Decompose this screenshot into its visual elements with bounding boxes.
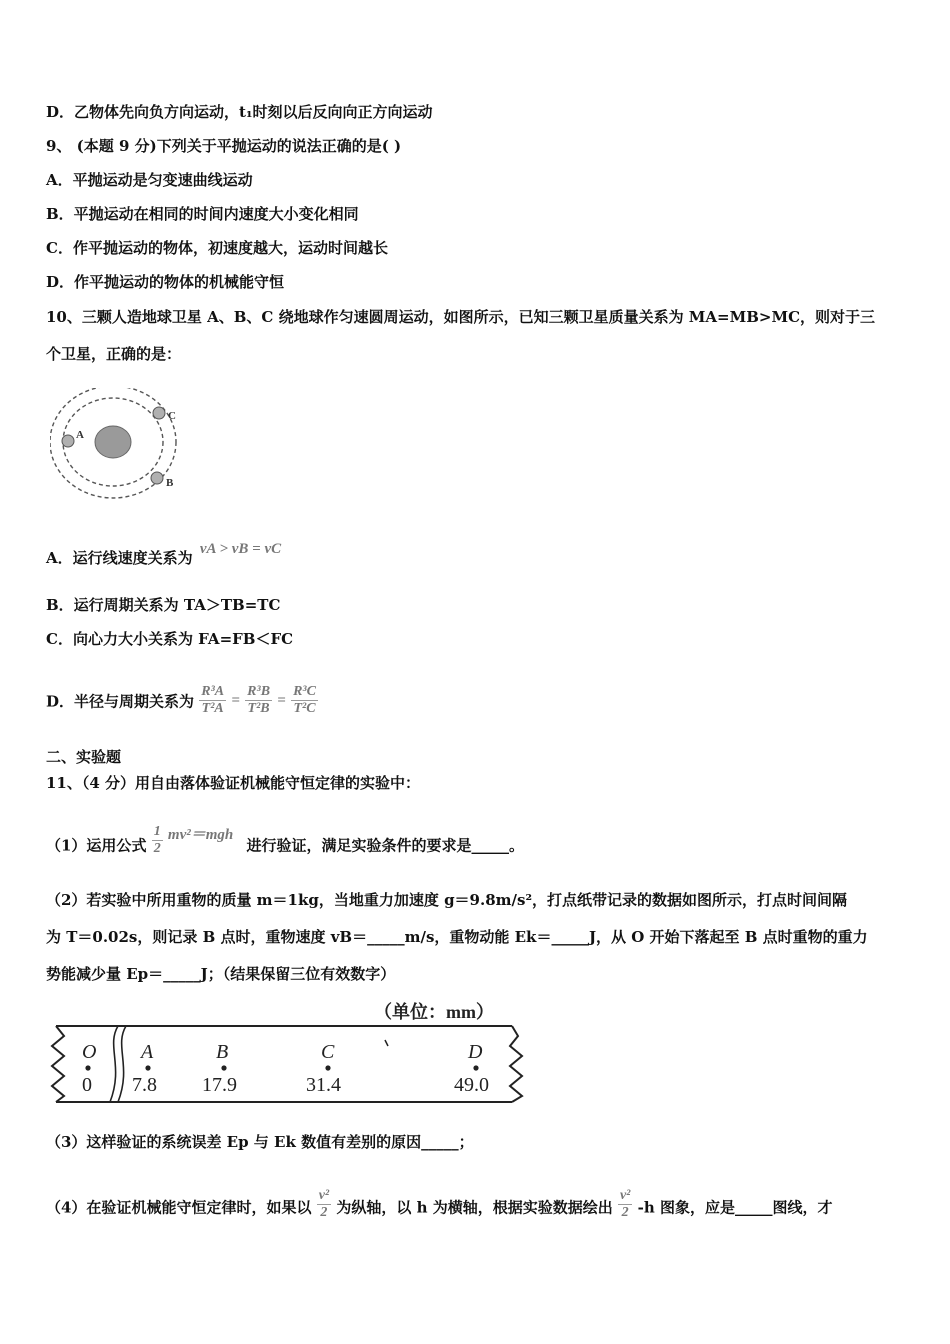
- frac2-denominator: 2: [621, 1205, 629, 1220]
- q10-option-d-text: D．半径与周期关系为: [46, 692, 195, 711]
- q10-option-a: [46, 541, 282, 569]
- point-o-value: 0: [82, 1074, 92, 1096]
- q10-stem-line2: 个卫星，正确的是：: [46, 345, 182, 363]
- q11-part4-b: 为纵轴，以 h 为横轴，根据实验数据绘出: [336, 1198, 613, 1217]
- point-a-label: A: [141, 1041, 154, 1063]
- ratio-a-numerator: R³A: [201, 684, 225, 699]
- point-b-dot: [221, 1065, 226, 1070]
- half-fraction: [152, 824, 163, 857]
- tape-unit-label: （单位：mm）: [374, 1002, 494, 1022]
- point-c-label: C: [321, 1041, 335, 1063]
- q9-option-b: B．平抛运动在相同的时间内速度大小变化相同: [46, 205, 359, 223]
- q11-part4-c: -h 图象，应是_____图线，才: [637, 1198, 833, 1217]
- ratio-c-denominator: T²C: [293, 701, 316, 716]
- point-c-dot: [325, 1065, 330, 1070]
- point-d-dot: [473, 1065, 478, 1070]
- frac2-numerator: v²: [619, 1188, 631, 1203]
- satellite-a: [62, 435, 74, 447]
- q10-option-a-text: A．运行线速度关系为: [46, 549, 193, 567]
- ratio-b-numerator: R³B: [247, 684, 271, 699]
- energy-formula: mv²＝mgh: [167, 826, 234, 843]
- satellite-a-label: A: [76, 429, 84, 441]
- point-a-value: 7.8: [132, 1074, 157, 1096]
- satellite-b-label: B: [166, 477, 174, 489]
- section-title: 二、实验题: [46, 748, 122, 766]
- earth: [95, 426, 131, 458]
- q11-part2-line2: 为 T＝0.02s，则记录 B 点时，重物速度 vB＝_____m/s，重物动能 Ek＝_____J，从 O 开始下落起至 B 点时重物的重力: [46, 928, 868, 946]
- q8-option-d: D．乙物体先向负方向运动，t₁时刻以后反向向正方向运动: [46, 103, 433, 121]
- ratio-b-denominator: T²B: [247, 701, 270, 716]
- tape-point-o: [82, 1041, 96, 1096]
- point-b-label: B: [216, 1041, 229, 1063]
- point-b-value: 17.9: [202, 1074, 237, 1096]
- point-o-dot: [85, 1065, 90, 1070]
- paper-tape-diagram: [44, 996, 534, 1111]
- tape-tick-mark: [385, 1040, 388, 1046]
- ratio-c-numerator: R³C: [293, 684, 316, 699]
- point-d-label: D: [468, 1041, 483, 1063]
- q11-part4: [46, 1188, 833, 1225]
- ratio-a-denominator: T²A: [201, 701, 224, 716]
- half-numerator: 1: [153, 824, 161, 839]
- q11-part1-pre: （1）运用公式: [46, 836, 147, 855]
- kepler-ratio-formula: $\frac{\text{R³A}}{\text{T²A}}$ = $\frac{\text{R³B}}{\text{T²B}}$ = $\frac{\text{R³C}}{\text{T²C}}$: [201, 684, 316, 716]
- q11-part1: [46, 824, 525, 863]
- tape-point-d: [454, 1041, 489, 1096]
- q11-part3: （3）这样验证的系统误差 Ep 与 Ek 数值有差别的原因_____；: [46, 1133, 474, 1151]
- v-squared-half-fraction-2: [618, 1188, 632, 1221]
- tape-point-b: [202, 1041, 237, 1096]
- point-a-dot: [145, 1065, 150, 1070]
- q10-option-c: C．向心力大小关系为 FA=FB＜FC: [46, 630, 294, 648]
- half-denominator: 2: [153, 841, 161, 856]
- q11-stem: 11、（4 分）用自由落体验证机械能守恒定律的实验中：: [46, 774, 421, 792]
- satellite-b: [151, 472, 163, 484]
- point-c-value: 31.4: [306, 1074, 341, 1096]
- v-squared-half-fraction-1: [317, 1188, 331, 1221]
- satellite-c: [153, 407, 165, 419]
- tape-point-a: [132, 1041, 157, 1096]
- tape-left-zigzag: [52, 1026, 64, 1102]
- q10-option-b: B．运行周期关系为 TA＞TB=TC: [46, 596, 281, 614]
- q9-option-c: C．作平抛运动的物体，初速度越大，运动时间越长: [46, 239, 388, 257]
- tape-point-c: [306, 1041, 341, 1096]
- q9-stem: 9、 (本题 9 分)下列关于平抛运动的说法正确的是( ): [46, 137, 402, 155]
- tape-right-zigzag: [510, 1026, 522, 1102]
- q11-part2-line3: 势能减少量 Ep＝_____J；（结果保留三位有效数字）: [46, 965, 396, 983]
- tape-break-line-2: [118, 1026, 126, 1102]
- q10-option-d: [46, 684, 318, 717]
- frac1-numerator: v²: [318, 1188, 330, 1203]
- point-d-value: 49.0: [454, 1074, 489, 1096]
- point-o-label: O: [82, 1041, 97, 1063]
- satellite-c-label: C: [168, 410, 176, 422]
- tape-break-line-1: [110, 1026, 118, 1102]
- velocity-relation-formula: vA > vB = vC: [199, 541, 282, 557]
- satellite-orbit-diagram: [50, 388, 190, 503]
- q10-stem-line1: 10、三颗人造地球卫星 A、B、C 绕地球作匀速圆周运动，如图所示，已知三颗卫星质量关系为 MA=MB>MC，则对于三: [46, 308, 876, 326]
- q11-part1-post: 进行验证，满足实验条件的要求是_____。: [246, 836, 525, 855]
- q9-option-d: D．作平抛运动的物体的机械能守恒: [46, 273, 285, 291]
- q9-option-a: A．平抛运动是匀变速曲线运动: [46, 171, 253, 189]
- q11-part4-a: （4）在验证机械能守恒定律时，如果以: [46, 1198, 312, 1217]
- q11-part2-line1: （2）若实验中所用重物的质量 m＝1kg，当地重力加速度 g＝9.8m/s²，打点纸带记录的数据如图所示，打点时间间隔: [46, 891, 848, 909]
- frac1-denominator: 2: [320, 1205, 328, 1220]
